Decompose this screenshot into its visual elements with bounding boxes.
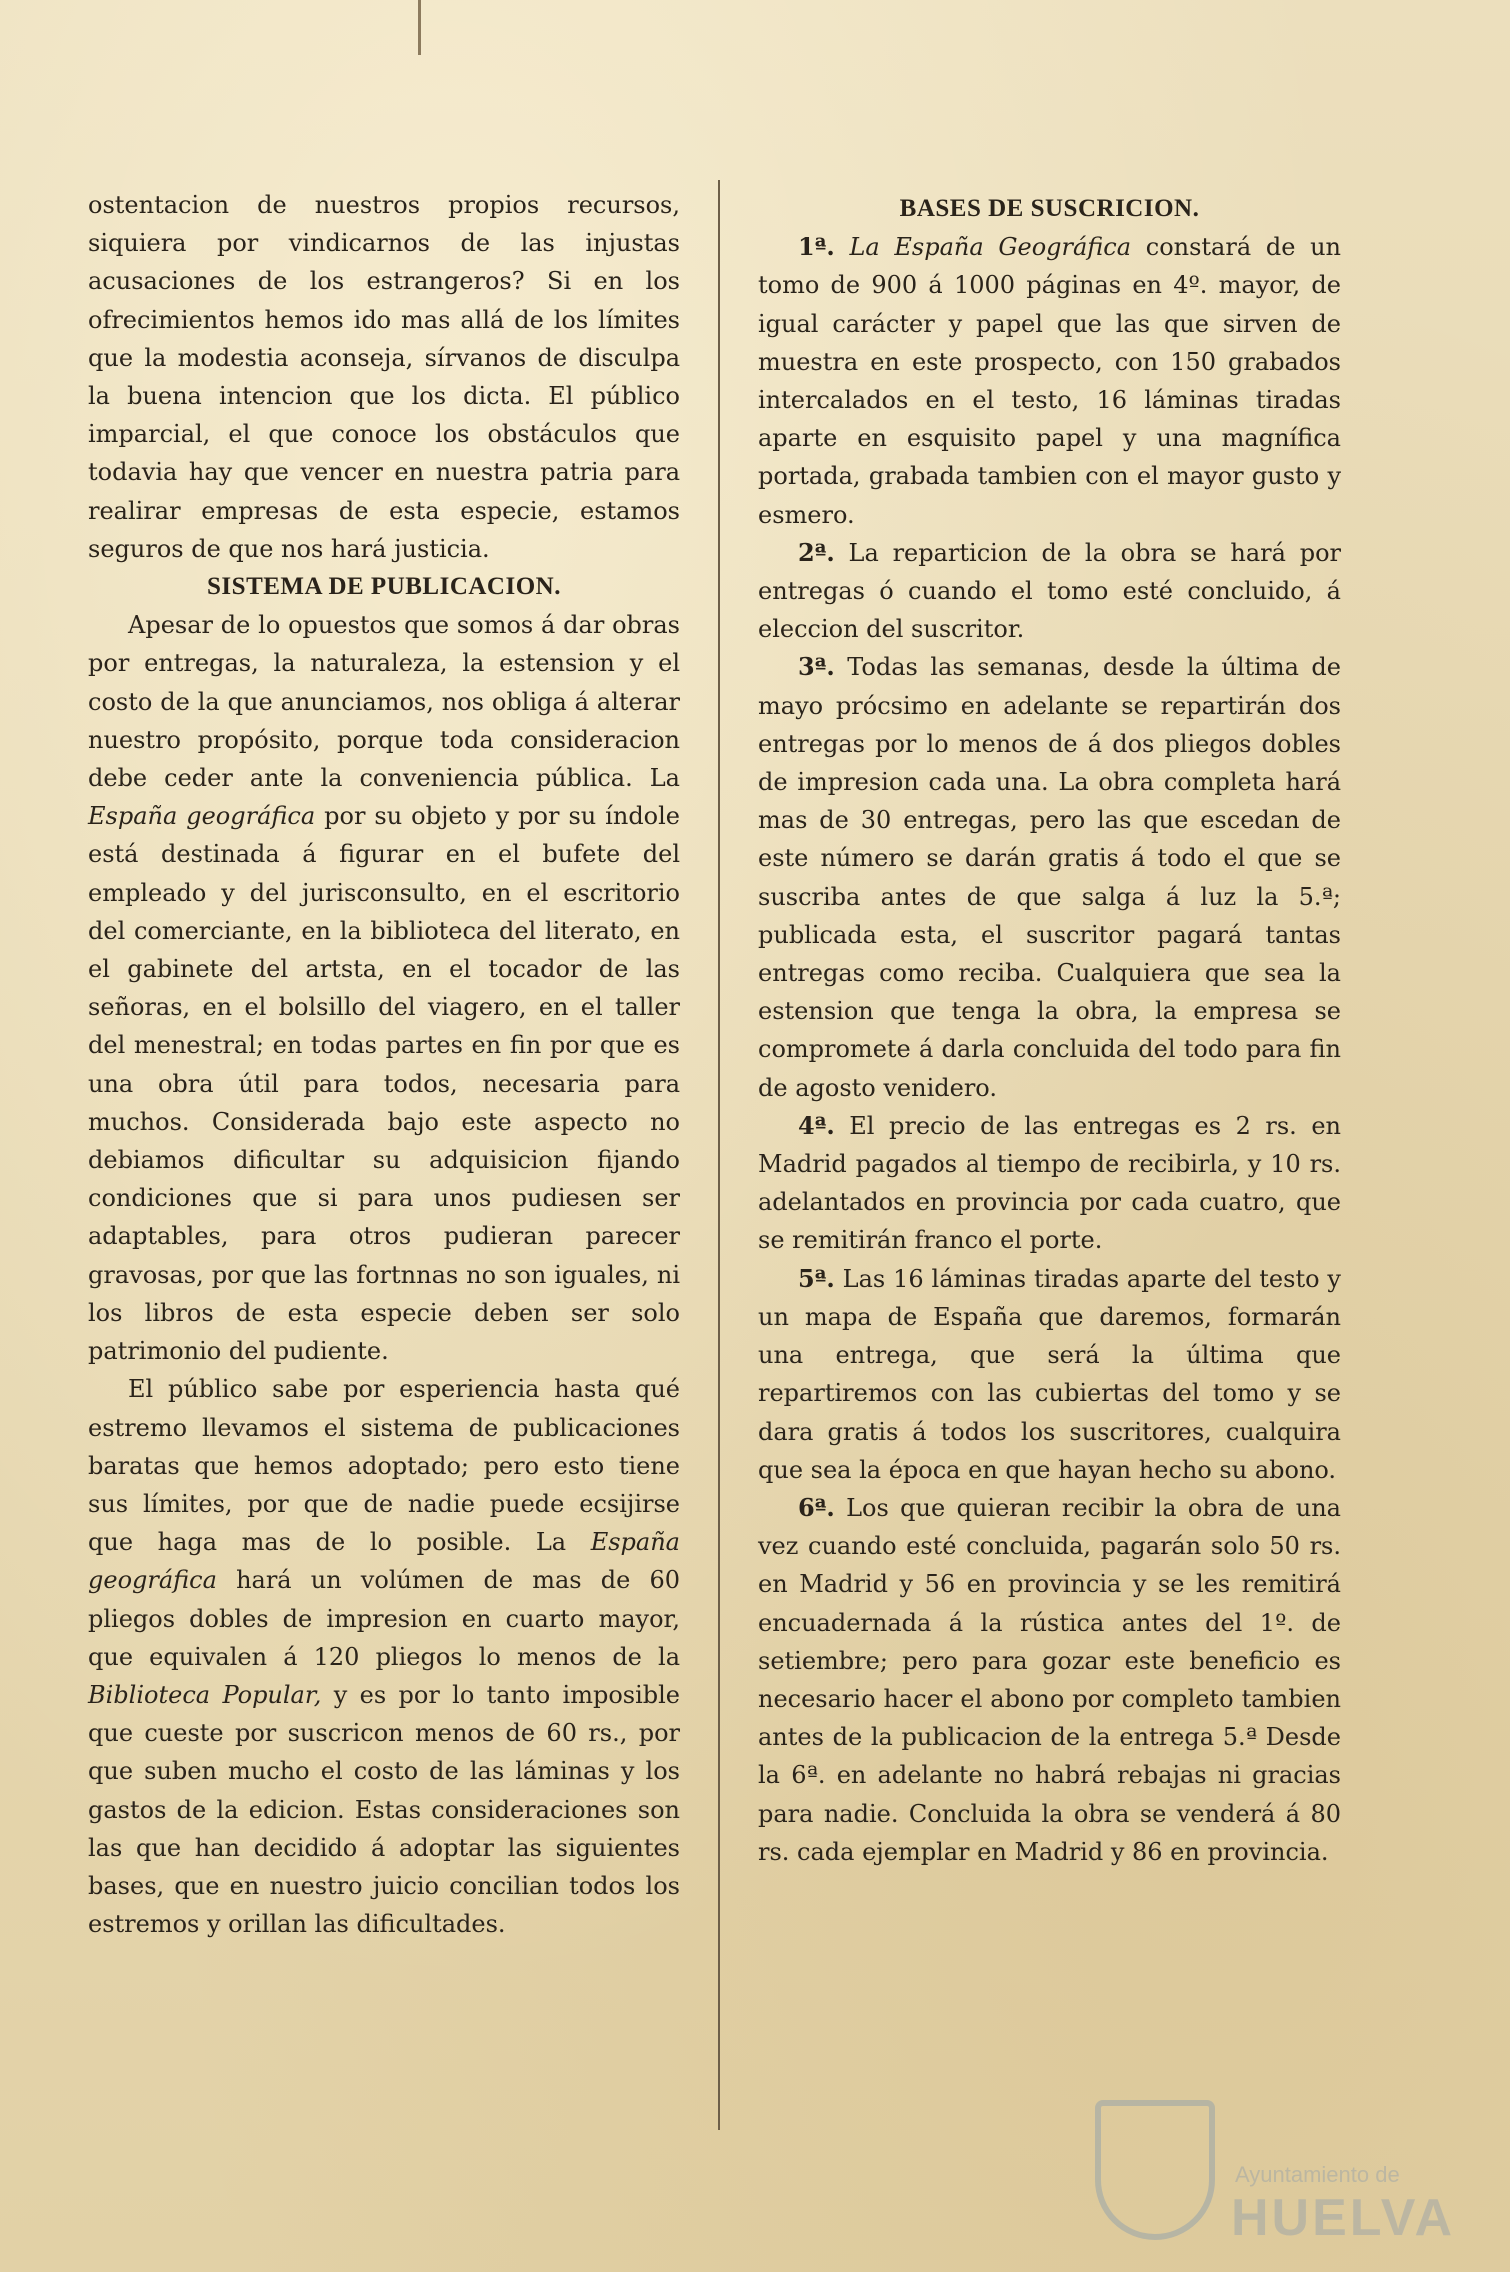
section-heading-bases: BASES DE SUSCRICION. [899,195,1200,222]
text-run: y es por lo tanto imposible que cueste por suscricon menos de 60 rs., por que suben mucho el costo de las láminas y los gastos de la edicion. Estas consideraciones son las que han decidido á adoptar las siguientes bases, que en nuestro juicio concilian todos los estremos y orillan las dificultades. [88,1680,680,1939]
book-title: España geográfica [88,802,316,831]
base-item [758,534,1341,649]
left-paragraph-1: ostentacion de nuestros propios recursos, siquiera por vindicarnos de las injustas acusaciones de los estrangeros? Si en los ofrecimientos hemos ido mas allá de los límites que la modestia aconseja, sírvanos de disculpa la buena intencion que los dicta. El público imparcial, el que conoce los obstáculos que todavia hay que vencer en nuestra patria para realirar empresas de esta especie, estamos seguros de que nos hará justicia. [88,191,680,563]
column-divider [718,180,720,2130]
watermark-line-1: Ayuntamiento de [1235,2162,1400,2187]
coat-of-arms-icon [1095,2100,1215,2240]
base-item [758,648,1341,1106]
bases-list [758,228,1341,1871]
base-text: El precio de las entregas es 2 rs. en Madrid pagados al tiempo de recibirla, y 10 rs. adelantados en provincia por cada cuatro, que se remitirán franco el porte. [758,1111,1341,1255]
section-heading-publicacion: SISTEMA DE PUBLICACION. [207,573,561,601]
book-title: España geográfica [88,1528,680,1595]
base-number: 1ª. [798,232,835,262]
book-title: Biblioteca Popular, [88,1680,322,1709]
base-item [758,1107,1341,1260]
base-text: Todas las semanas, desde la última de mayo prócsimo en adelante se repartirán dos entregas por lo menos de á dos pliegos dobles de impresion cada una. La obra completa hará mas de 30 entregas, pero las que escedan de este número se darán gratis á todo el que se suscriba antes de que salga á luz la 5.ª; publicada esta, el suscritor pagará tantas entregas como reciba. Cualquiera que sea la estension que tenga la obra, la empresa se compromete á darla concluida del todo para fin de agosto venidero. [758,653,1341,1102]
base-item [758,1489,1341,1871]
archive-watermark [1095,2100,1485,2250]
base-text: Las 16 láminas tiradas aparte del testo y un mapa de España que daremos, formarán una entrega, que será la última que repartiremos con las cubiertas del tomo y se dara gratis á todos los suscritores, cualquira que sea la época en que hayan hecho su abono. [758,1264,1341,1484]
text-run: El público sabe por esperiencia hasta qué estremo llevamos el sistema de publicaciones baratas que hemos adoptado; pero esto tiene sus límites, por que de nadie puede ecsijirse que haga mas de lo posible. La [88,1375,680,1557]
base-text: Los que quieran recibir la obra de una vez cuando esté concluida, pagarán solo 50 rs. en Madrid y 56 en provincia y se les remitirá encuadernada á la rústica antes del 1º. de setiembre; pero para gozar este beneficio es necesario hacer el abono por completo tambien antes de la publicacion de la entrega 5.ª Desde la 6ª. en adelante no habrá rebajas ni gracias para nadie. Concluida la obra se venderá á 80 rs. cada ejemplar en Madrid y 86 en provincia. [758,1493,1341,1866]
left-paragraph-2 [88,606,680,1370]
right-column [758,190,1341,1871]
base-number: 5ª. [798,1263,835,1293]
binding-mark [418,0,421,55]
base-text: constará de un tomo de 900 á 1000 páginas en 4º. mayor, de igual carácter y papel que las que sirven de muestra en este prospecto, con 150 grabados intercalados en el testo, 16 láminas tiradas aparte en esquisito papel y una magnífica portada, grabada tambien con el mayor gusto y esmero. [758,233,1341,529]
text-run: hará un volúmen de mas de 60 pliegos dobles de impresion en cuarto mayor, que equivalen á 120 pliegos lo menos de la [88,1566,680,1671]
left-column [88,186,680,1943]
text-run: por su objeto y por su índole está destinada á figurar en el bufete del empleado y del jurisconsulto, en el escritorio del comerciante, en la biblioteca del literato, en el gabinete del artsta, en el tocador de las señoras, en el bolsillo del viagero, en el taller del menestral; en todas partes en fin por que es una obra útil para todos, necesaria para muchos. Considerada bajo este aspecto no debiamos dificultar su adquisicion fijando condiciones que si para unos pudiesen ser adaptables, para otros pudieran parecer gravosas, por que las fortnnas no son iguales, ni los libros de esta especie deben ser solo patrimonio del pudiente. [88,802,681,1366]
text-run: Apesar de lo opuestos que somos á dar obras por entregas, la naturaleza, la estension y el costo de la que anunciamos, nos obliga á alterar nuestro propósito, porque toda consideracion debe ceder ante la conveniencia pública. La [88,611,680,793]
left-paragraph-3 [88,1370,680,1943]
base-number: 4ª. [798,1110,835,1140]
book-title: La España Geográfica [849,233,1132,262]
base-text: La reparticion de la obra se hará por entregas ó cuando el tomo esté concluido, á eleccion del suscritor. [758,538,1341,644]
base-number: 6ª. [798,1492,835,1522]
base-number: 2ª. [798,537,835,567]
watermark-line-2: HUELVA [1231,2189,1456,2247]
base-item [758,228,1341,534]
base-item [758,1260,1341,1489]
base-number: 3ª. [798,652,835,682]
